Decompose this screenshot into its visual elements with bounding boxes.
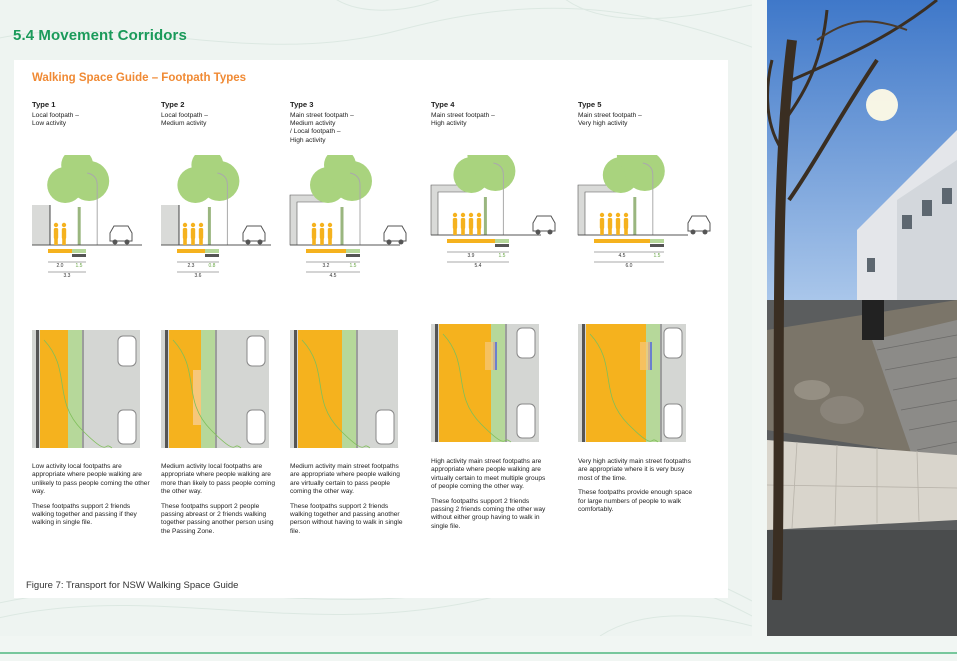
- car-wheel-icon: [548, 230, 553, 235]
- parked-car-icon: [118, 410, 136, 444]
- pedestrian-icon: [199, 228, 203, 239]
- pedestrian-icon: [312, 223, 316, 227]
- type-4-text: [431, 458, 549, 531]
- car-wheel-icon: [691, 230, 696, 235]
- type-1-text: [32, 463, 150, 528]
- building-line: [582, 324, 585, 442]
- pedestrian-icon: [469, 213, 473, 217]
- furniture-zone: [640, 342, 650, 370]
- pedestrian-icon: [328, 238, 332, 245]
- type-2-paragraph-1: Medium activity local footpaths are appropriate where people walking are more than likely to pass people coming the other way.: [161, 463, 275, 496]
- verge-dimension-label: 1.5: [349, 263, 357, 269]
- car-icon: [384, 226, 406, 241]
- type-4-column: [431, 100, 553, 128]
- footpath-dimension-label: 4.5: [618, 253, 626, 259]
- parked-car-icon: [664, 404, 682, 438]
- pedestrian-icon: [608, 228, 612, 235]
- kerb-bar: [205, 254, 219, 257]
- type-5-text: [578, 458, 696, 514]
- pedestrian-icon: [54, 228, 58, 239]
- pedestrian-icon: [461, 228, 465, 235]
- pedestrian-icon: [191, 228, 195, 239]
- figure-caption: Figure 7: Transport for NSW Walking Space Guide: [26, 580, 239, 591]
- car-wheel-icon: [246, 240, 251, 245]
- verge-dimension-label: 1.5: [653, 253, 661, 259]
- total-dimension-label: 3.6: [194, 273, 202, 279]
- pedestrian-icon: [328, 228, 332, 239]
- pedestrian-icon: [608, 218, 612, 229]
- type-label: Type 1: [32, 100, 56, 109]
- tree-trunk: [341, 207, 344, 245]
- pedestrian-icon: [62, 228, 66, 239]
- kerb-bar: [495, 244, 509, 247]
- footpath-dimension-label: 2.3: [187, 263, 195, 269]
- parked-car-icon: [247, 336, 265, 366]
- type-5-paragraph-2: These footpaths provide enough space for large numbers of people to walk comfortably.: [578, 489, 693, 514]
- plan-footpath: [40, 330, 68, 448]
- type-3-text: [290, 463, 408, 536]
- type-1-column: [32, 100, 154, 128]
- building-section: [161, 205, 179, 245]
- pedestrian-icon: [183, 228, 187, 239]
- car-wheel-icon: [703, 230, 708, 235]
- kerb-bar: [72, 254, 86, 257]
- verge-width-bar: [72, 249, 86, 253]
- footpath-dimension-label: 3.2: [322, 263, 330, 269]
- pedestrian-icon: [62, 238, 66, 245]
- kerb-bar: [346, 254, 360, 257]
- pedestrian-icon: [62, 223, 66, 227]
- car-icon: [110, 226, 132, 241]
- furniture-zone: [485, 342, 495, 370]
- verge-dimension-label: 1.5: [498, 253, 506, 259]
- footpath-width-bar: [594, 239, 650, 243]
- building-line: [435, 324, 438, 442]
- car-icon: [688, 216, 710, 231]
- footpath-dimension-label: 2.0: [56, 263, 64, 269]
- parked-car-icon: [517, 404, 535, 438]
- verge-width-bar: [650, 239, 664, 243]
- building-section: [32, 205, 50, 245]
- parked-car-icon: [517, 328, 535, 358]
- car-wheel-icon: [125, 240, 130, 245]
- street-photo: [767, 0, 957, 636]
- type-3-paragraph-1: Medium activity main street footpaths are appropriate where people walking are virtually certain to pass people coming the other way.: [290, 463, 400, 496]
- total-dimension-label: 3.3: [63, 273, 71, 279]
- car-wheel-icon: [399, 240, 404, 245]
- tree-trunk: [633, 197, 636, 235]
- plan-verge: [646, 324, 660, 442]
- figure-card: [14, 60, 728, 598]
- footer-divider: [0, 652, 957, 654]
- pedestrian-icon: [624, 218, 628, 229]
- plan-verge: [201, 330, 215, 448]
- pedestrian-icon: [608, 213, 612, 217]
- pedestrian-icon: [600, 213, 604, 217]
- verge-width-bar: [495, 239, 509, 243]
- type-1-paragraph-2: These footpaths support 2 friends walking together and passing if they walking in single file.: [32, 502, 137, 527]
- plan-verge: [68, 330, 82, 448]
- kerb-bar: [650, 244, 664, 247]
- pedestrian-icon: [54, 238, 58, 245]
- pedestrian-icon: [312, 228, 316, 239]
- tree-trunk: [484, 197, 487, 235]
- pedestrian-icon: [328, 223, 332, 227]
- pedestrian-icon: [461, 218, 465, 229]
- figure-title: Walking Space Guide – Footpath Types: [32, 72, 247, 84]
- pedestrian-icon: [624, 228, 628, 235]
- type-4-paragraph-1: High activity main street footpaths are appropriate where people walking are virtually certain to meet multiple groups of people coming the other way.: [431, 458, 546, 491]
- footpath-width-bar: [48, 249, 72, 253]
- pedestrian-icon: [477, 228, 481, 235]
- section-title: 5.4 Movement Corridors: [13, 27, 187, 44]
- verge-width-bar: [346, 249, 360, 253]
- parked-car-icon: [118, 336, 136, 366]
- total-dimension-label: 5.4: [474, 263, 482, 269]
- pedestrian-icon: [600, 218, 604, 229]
- building-line: [294, 330, 297, 448]
- total-dimension-label: 6.0: [625, 263, 633, 269]
- car-wheel-icon: [387, 240, 392, 245]
- verge-width-bar: [205, 249, 219, 253]
- type-2-text: [161, 463, 279, 536]
- plan-verge: [342, 330, 356, 448]
- footpath-width-bar: [447, 239, 495, 243]
- pedestrian-icon: [453, 228, 457, 235]
- pedestrian-icon: [199, 238, 203, 245]
- plan-footpath: [298, 330, 342, 448]
- pedestrian-icon: [453, 218, 457, 229]
- verge-dimension-label: 1.5: [75, 263, 83, 269]
- type-label: Type 4: [431, 100, 455, 109]
- parked-car-icon: [247, 410, 265, 444]
- plan-footpath: [586, 324, 646, 442]
- car-icon: [243, 226, 265, 241]
- type-description: Main street footpath – Very high activity: [578, 112, 642, 128]
- plan-footpath: [439, 324, 491, 442]
- type-3-paragraph-2: These footpaths support 2 friends walking together and passing another person without having to walk in single file.: [290, 502, 403, 535]
- pedestrian-icon: [320, 223, 324, 227]
- plan-verge: [491, 324, 505, 442]
- parked-car-icon: [664, 328, 682, 358]
- pedestrian-icon: [54, 223, 58, 227]
- pedestrian-icon: [183, 238, 187, 245]
- type-2-paragraph-2: These footpaths support 2 people passing abreast or 2 friends walking together passing another person using the Passing Zone.: [161, 502, 274, 535]
- type-label: Type 3: [290, 100, 314, 109]
- type-5-column: [578, 100, 700, 128]
- pedestrian-icon: [624, 213, 628, 217]
- building-line: [36, 330, 39, 448]
- car-wheel-icon: [536, 230, 541, 235]
- car-wheel-icon: [258, 240, 263, 245]
- type-label: Type 5: [578, 100, 602, 109]
- car-icon: [533, 216, 555, 231]
- type-description: Main street footpath – High activity: [431, 112, 495, 128]
- pedestrian-icon: [616, 218, 620, 229]
- type-label: Type 2: [161, 100, 185, 109]
- pedestrian-icon: [461, 213, 465, 217]
- pedestrian-icon: [600, 228, 604, 235]
- footpath-width-bar: [177, 249, 205, 253]
- type-5-paragraph-1: Very high activity main street footpaths are appropriate where it is very busy most of the time.: [578, 458, 691, 482]
- tree-trunk: [208, 207, 211, 245]
- type-description: Local footpath – Low activity: [32, 112, 79, 128]
- pedestrian-icon: [199, 223, 203, 227]
- tree-trunk: [78, 207, 81, 245]
- total-dimension-label: 4.5: [329, 273, 337, 279]
- pedestrian-icon: [469, 228, 473, 235]
- pedestrian-icon: [616, 228, 620, 235]
- pedestrian-icon: [477, 218, 481, 229]
- type-1-paragraph-1: Low activity local footpaths are appropriate where people walking are unlikely to pass people coming the other way.: [32, 463, 150, 496]
- pedestrian-icon: [320, 228, 324, 239]
- pedestrian-icon: [469, 218, 473, 229]
- pedestrian-icon: [191, 223, 195, 227]
- pedestrian-icon: [320, 238, 324, 245]
- type-description: Main street footpath – Medium activity / Local footpath – High activity: [290, 112, 354, 144]
- verge-dimension-label: 0.8: [208, 263, 216, 269]
- type-3-column: [290, 100, 412, 145]
- footpath-dimension-label: 3.9: [467, 253, 475, 259]
- pedestrian-icon: [191, 238, 195, 245]
- type-description: Local footpath – Medium activity: [161, 112, 208, 128]
- type-4-paragraph-2: These footpaths support 2 friends passing 2 friends coming the other way without either group having to walk in single file.: [431, 497, 546, 530]
- pedestrian-icon: [477, 213, 481, 217]
- pedestrian-icon: [183, 223, 187, 227]
- parked-car-icon: [376, 410, 394, 444]
- pedestrian-icon: [453, 213, 457, 217]
- pedestrian-icon: [616, 213, 620, 217]
- building-line: [165, 330, 168, 448]
- type-2-column: [161, 100, 283, 128]
- car-wheel-icon: [113, 240, 118, 245]
- footpath-width-bar: [306, 249, 346, 253]
- street-scene-image: [767, 0, 957, 636]
- pedestrian-icon: [312, 238, 316, 245]
